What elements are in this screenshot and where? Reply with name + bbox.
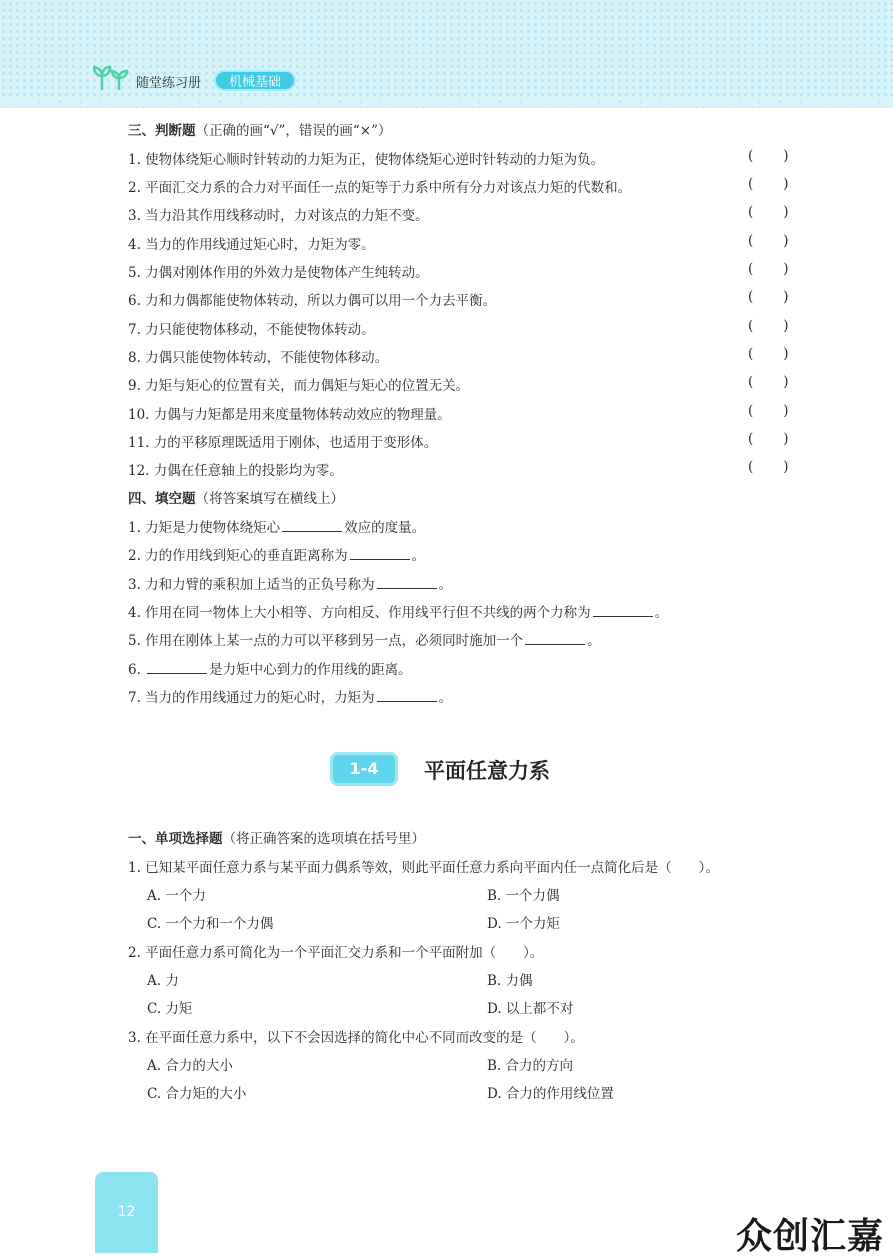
fill-item (128, 629, 601, 649)
answer-paren[interactable]: ( ) (748, 318, 789, 334)
answer-blank[interactable] (350, 547, 410, 560)
judgment-heading-note: （正确的画“√”，错误的画“×”） (195, 123, 392, 139)
judgment-item: 4. 当力的作用线通过矩心时，力矩为零。 (128, 237, 375, 253)
question-stem: 2. 平面任意力系可简化为一个平面汇交力系和一个平面附加（ ）。 (128, 945, 544, 961)
judgment-item: 11. 力的平移原理既适用于刚体，也适用于变形体。 (128, 435, 438, 451)
option[interactable]: B. 合力的方向 (487, 1058, 574, 1074)
fill-item-post: 。 (411, 548, 426, 564)
answer-paren[interactable]: ( ) (748, 204, 789, 220)
answer-paren[interactable]: ( ) (748, 233, 789, 249)
subject-pill: 机械基础 (214, 70, 296, 91)
fill-item-post: 。 (587, 633, 601, 649)
section-title: 平面任意力系 (424, 759, 550, 783)
fill-item-pre: 5. 作用在刚体上某一点的力可以平移到另一点，必须同时施加一个 (128, 633, 524, 649)
book-title: 随堂练习册 (136, 76, 202, 91)
judgment-item: 12. 力偶在任意轴上的投影均为零。 (128, 463, 343, 479)
fill-item (128, 658, 412, 678)
answer-paren[interactable]: ( ) (748, 374, 789, 390)
fill-item (128, 601, 668, 621)
option[interactable]: A. 一个力 (147, 888, 206, 904)
fill-item-post: 。 (438, 690, 453, 706)
fill-item (128, 573, 452, 593)
judgment-item: 5. 力偶对刚体作用的外效力是使物体产生纯转动。 (128, 265, 429, 281)
fill-heading-note: （将答案填写在横线上） (195, 491, 344, 507)
judgment-heading-title: 三、判断题 (128, 123, 196, 139)
option[interactable]: C. 力矩 (147, 1001, 193, 1017)
fill-item (128, 544, 425, 564)
answer-blank[interactable] (377, 689, 437, 702)
judgment-item: 9. 力矩与矩心的位置有关，而力偶矩与矩心的位置无关。 (128, 378, 470, 394)
answer-paren[interactable]: ( ) (748, 289, 789, 305)
question-stem: 3. 在平面任意力系中，以下不会因选择的简化中心不同而改变的是（ ）。 (128, 1030, 584, 1046)
answer-paren[interactable]: ( ) (748, 431, 789, 447)
answer-paren[interactable]: ( ) (748, 148, 789, 164)
fill-item (128, 686, 452, 706)
section-badge: 1-4 (330, 752, 398, 786)
option[interactable]: B. 力偶 (487, 973, 533, 989)
fill-item-pre: 2. 力的作用线到矩心的垂直距离称为 (128, 548, 348, 564)
judgment-heading (128, 119, 392, 139)
option[interactable]: D. 一个力矩 (487, 916, 560, 932)
answer-blank[interactable] (525, 632, 585, 645)
fill-item-pre: 4. 作用在同一物体上大小相等、方向相反、作用线平行但不共线的两个力称为 (128, 605, 591, 621)
answer-blank[interactable] (377, 576, 437, 589)
answer-paren[interactable]: ( ) (748, 346, 789, 362)
fill-item-pre: 6. (128, 662, 146, 678)
answer-paren[interactable]: ( ) (748, 261, 789, 277)
option[interactable]: A. 力 (147, 973, 179, 989)
fill-heading-title: 四、填空题 (128, 491, 196, 507)
fill-item-pre: 1. 力矩是力使物体绕矩心 (128, 520, 281, 536)
choice-heading (128, 827, 425, 847)
fill-item-pre: 3. 力和力臂的乘积加上适当的正负号称为 (128, 577, 375, 593)
answer-blank[interactable] (593, 604, 653, 617)
judgment-item: 7. 力只能使物体移动，不能使物体转动。 (128, 322, 375, 338)
option[interactable]: C. 合力矩的大小 (147, 1086, 247, 1102)
page-tab (95, 1172, 158, 1253)
option[interactable]: C. 一个力和一个力偶 (147, 916, 274, 932)
choice-heading-title: 一、单项选择题 (128, 831, 223, 847)
judgment-item: 6. 力和力偶都能使物体转动，所以力偶可以用一个力去平衡。 (128, 293, 497, 309)
page-number: 12 (117, 1204, 136, 1220)
answer-blank[interactable] (147, 661, 207, 674)
question-stem: 1. 已知某平面任意力系与某平面力偶系等效，则此平面任意力系向平面内任一点简化后是（ ）。 (128, 860, 719, 876)
fill-heading (128, 487, 344, 507)
sprout-icon (93, 64, 129, 90)
judgment-item: 8. 力偶只能使物体转动，不能使物体移动。 (128, 350, 389, 366)
option[interactable]: D. 以上都不对 (487, 1001, 574, 1017)
fill-item-post: 效应的度量。 (344, 520, 426, 536)
header-band (0, 0, 893, 108)
fill-item-post: 。 (654, 605, 669, 621)
judgment-item: 1. 使物体绕矩心顺时针转动的力矩为正，使物体绕矩心逆时针转动的力矩为负。 (128, 152, 605, 168)
answer-blank[interactable] (282, 519, 342, 532)
option[interactable]: D. 合力的作用线位置 (487, 1086, 614, 1102)
fill-item-pre: 7. 当力的作用线通过力的矩心时，力矩为 (128, 690, 375, 706)
choice-heading-note: （将正确答案的选项填在括号里） (222, 831, 425, 847)
fill-item-post: 。 (438, 577, 453, 593)
answer-paren[interactable]: ( ) (748, 176, 789, 192)
option[interactable]: A. 合力的大小 (147, 1058, 233, 1074)
answer-paren[interactable]: ( ) (748, 459, 789, 475)
judgment-item: 3. 当力沿其作用线移动时，力对该点的力矩不变。 (128, 208, 429, 224)
fill-item-post: 是力矩中心到力的作用线的距离。 (209, 662, 412, 678)
answer-paren[interactable]: ( ) (748, 403, 789, 419)
judgment-item: 10. 力偶与力矩都是用来度量物体转动效应的物理量。 (128, 407, 451, 423)
fill-item (128, 516, 425, 536)
option[interactable]: B. 一个力偶 (487, 888, 560, 904)
watermark: 众创汇嘉 (736, 1216, 885, 1257)
judgment-item: 2. 平面汇交力系的合力对平面任一点的矩等于力系中所有分力对该点力矩的代数和。 (128, 180, 632, 196)
